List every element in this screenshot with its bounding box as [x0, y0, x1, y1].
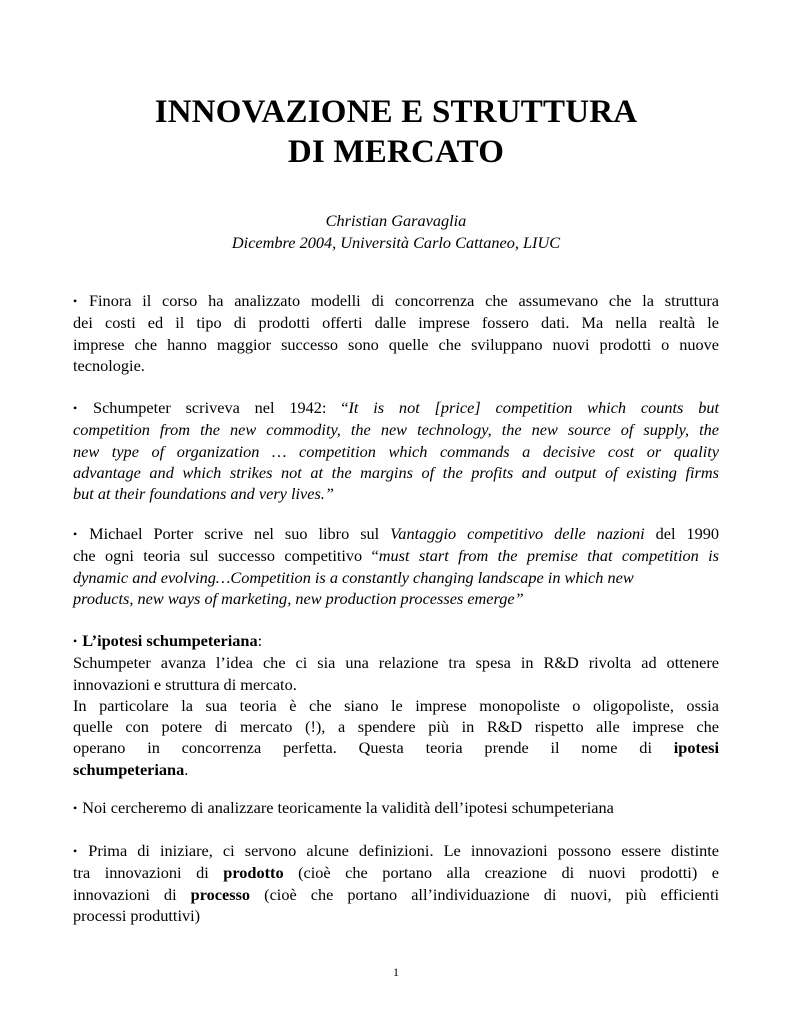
text-span: del 1990 — [644, 524, 719, 543]
text-span: Prima di iniziare, ci servono alcune definizioni. Le innovazioni possono essere distinte — [88, 841, 719, 860]
document-page — [73, 0, 719, 1024]
bullet-icon: • — [73, 401, 78, 415]
paragraph-schumpeterian-hypothesis — [73, 630, 719, 780]
quote-span: must start from the premise that competition is — [378, 546, 719, 566]
author-block — [73, 210, 719, 254]
quote-line: products, new ways of marketing, new production processes emerge” — [73, 588, 524, 608]
bullet-icon: • — [73, 527, 78, 541]
text-line: imprese che hanno maggior successo sono quelle che sviluppano nuovi prodotti o nuove — [73, 334, 719, 354]
text-line: innovazioni e struttura di mercato. — [73, 674, 297, 694]
text-line — [73, 884, 719, 905]
bullet-icon: • — [73, 801, 78, 815]
quote-line: but at their foundations and very lives.” — [73, 484, 334, 504]
text-line: quelle con potere di mercato (!), a spendere più in R&D rispetto alle imprese che — [73, 717, 719, 737]
bullet-icon: • — [73, 294, 78, 308]
bold-term: schumpeteriana — [73, 759, 185, 779]
text-span: operano in concorrenza perfetta. Questa teoria prende il nome di — [73, 738, 674, 758]
text-line — [73, 759, 719, 780]
bold-term: ipotesi — [673, 738, 719, 758]
text-line — [73, 840, 719, 862]
quote-line: new type of organization … competition which commands a decisive cost or quality — [73, 441, 719, 461]
text-span: che ogni teoria sul successo competitivo “ — [73, 546, 379, 566]
text-span: tra innovazioni di — [73, 863, 224, 883]
text-span: innovazioni di — [73, 884, 191, 904]
text-line — [73, 523, 719, 545]
text-line — [73, 862, 719, 883]
text-span: : — [257, 631, 263, 650]
quote-line: competition from the new commodity, the new technology, the new source of supply, the — [73, 420, 719, 440]
text-line: dei costi ed il tipo di prodotti offerti dalle imprese fossero dati. Ma nella realtà le — [73, 313, 719, 333]
affiliation: Dicembre 2004, Università Carlo Cattaneo, LIUC — [231, 233, 561, 252]
bullet-icon: • — [73, 844, 78, 858]
text-span: . — [184, 759, 189, 779]
text-line: processi produttivi) — [73, 905, 201, 925]
text-span: Michael Porter scrive nel suo libro sul — [89, 524, 391, 543]
heading-text: L’ipotesi schumpeteriana — [82, 631, 258, 650]
paragraph-porter — [73, 523, 719, 609]
text-line: In particolare la sua teoria è che siano le imprese monopoliste o oligopoliste, ossia — [73, 695, 719, 715]
bullet-icon: • — [73, 634, 78, 648]
bold-term: processo — [190, 884, 251, 904]
quote-span: It is not [price] competition which counts but — [348, 398, 720, 417]
quote-line: dynamic and evolving…Competition is a constantly changing landscape in which new — [73, 567, 634, 587]
text-line — [73, 545, 719, 566]
paragraph-definitions — [73, 840, 719, 926]
text-line — [73, 797, 719, 819]
text-line: Schumpeter avanza l’idea che ci sia una relazione tra spesa in R&D rivolta ad ottenere — [73, 653, 719, 673]
text-span: Noi cercheremo di analizzare teoricamente la validità dell’ipotesi schumpeteriana — [82, 798, 614, 817]
paragraph-intro — [73, 290, 719, 376]
document-title — [73, 92, 719, 172]
quote-line: advantage and which strikes not at the margins of the profits and output of existing firms — [73, 462, 719, 482]
text-line — [73, 290, 719, 312]
title-line-2: DI MERCATO — [287, 134, 505, 170]
text-line — [73, 737, 719, 758]
book-title: Vantaggio competitivo delle nazioni — [390, 524, 645, 543]
text-span: (cioè che portano alla creazione di nuovi prodotti) e — [283, 863, 719, 883]
paragraph-analysis — [73, 797, 719, 819]
text-span: (cioè che portano all’individuazione di nuovi, più efficienti — [250, 884, 719, 904]
text-line: tecnologie. — [73, 355, 145, 375]
text-line — [73, 397, 719, 419]
title-line-1: INNOVAZIONE E STRUTTURA — [154, 94, 638, 130]
text-span: Schumpeter scriveva nel 1942: “ — [78, 398, 349, 417]
bold-term: prodotto — [223, 863, 284, 883]
page-number: 1 — [393, 965, 399, 979]
author-name: Christian Garavaglia — [325, 211, 467, 230]
section-heading — [73, 630, 719, 652]
text-span: Finora il corso ha analizzato modelli di concorrenza che assumevano che la struttura — [88, 291, 719, 310]
paragraph-schumpeter-quote — [73, 397, 719, 504]
